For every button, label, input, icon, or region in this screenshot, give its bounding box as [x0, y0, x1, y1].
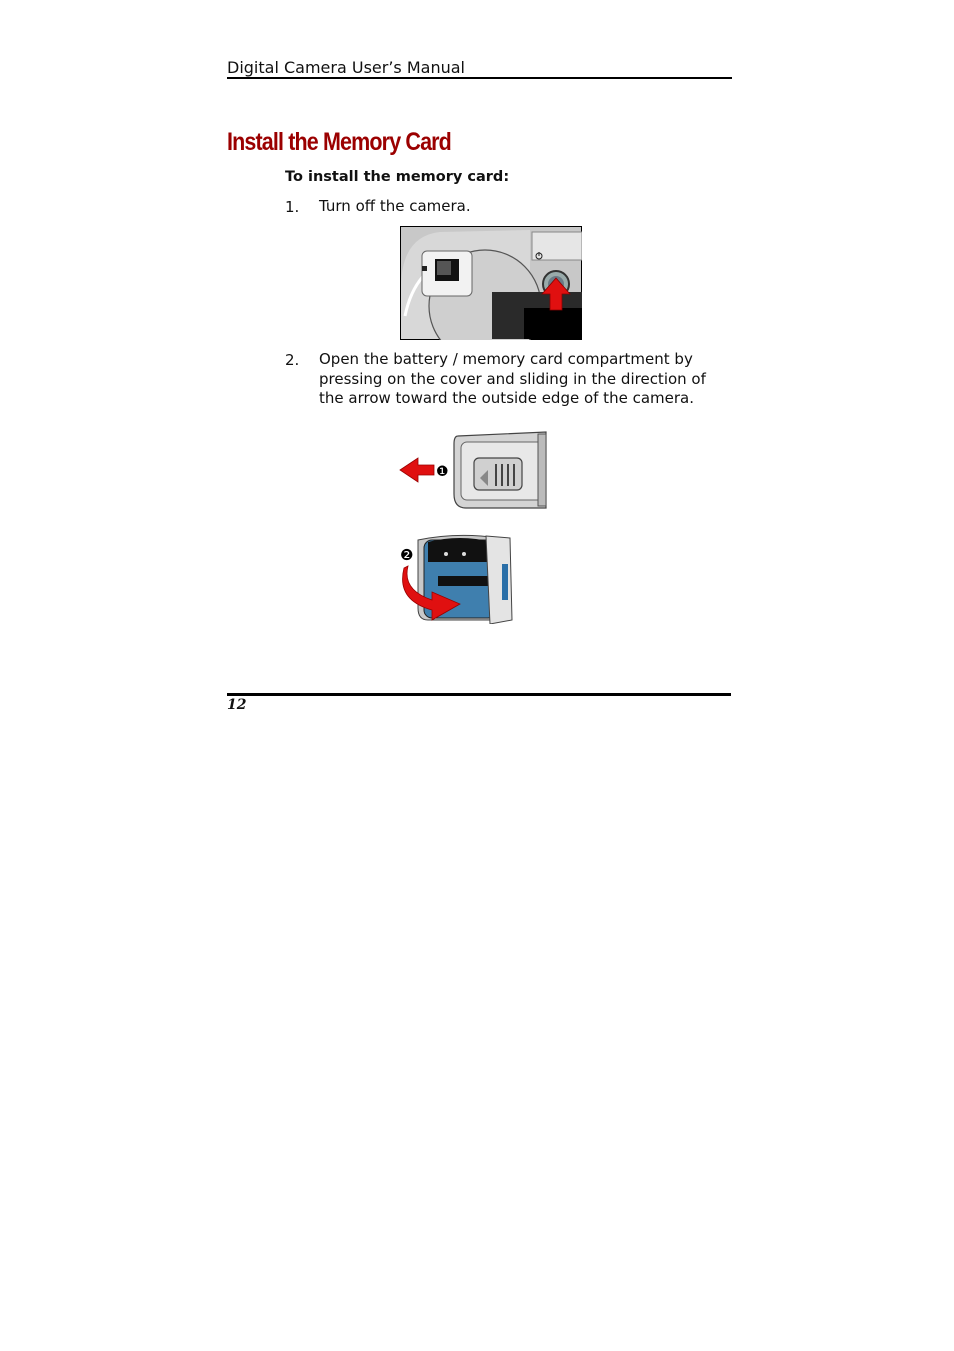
footer-divider	[227, 693, 731, 696]
step-2-text: Open the battery / memory card compartment by pressing on the cover and sliding in the direction of the arrow toward the outside edge of the camera.	[319, 350, 706, 407]
step-1-number: 1.	[285, 198, 300, 216]
compartment-open-illustration	[398, 530, 516, 624]
section-title: Install the Memory Card	[227, 128, 451, 156]
page-number: 12	[227, 697, 247, 713]
compartment-cover-slide-illustration	[396, 430, 548, 510]
header-divider	[227, 77, 732, 79]
procedure-heading: To install the memory card:	[285, 169, 510, 185]
running-header: Digital Camera User’s Manual	[227, 58, 465, 77]
step-2a-marker: ❶	[436, 464, 449, 480]
step-2-number: 2.	[285, 351, 300, 369]
step-2b-marker: ❷	[400, 546, 414, 564]
camera-power-button-illustration	[400, 226, 582, 340]
step-1-text: Turn off the camera.	[319, 197, 471, 215]
